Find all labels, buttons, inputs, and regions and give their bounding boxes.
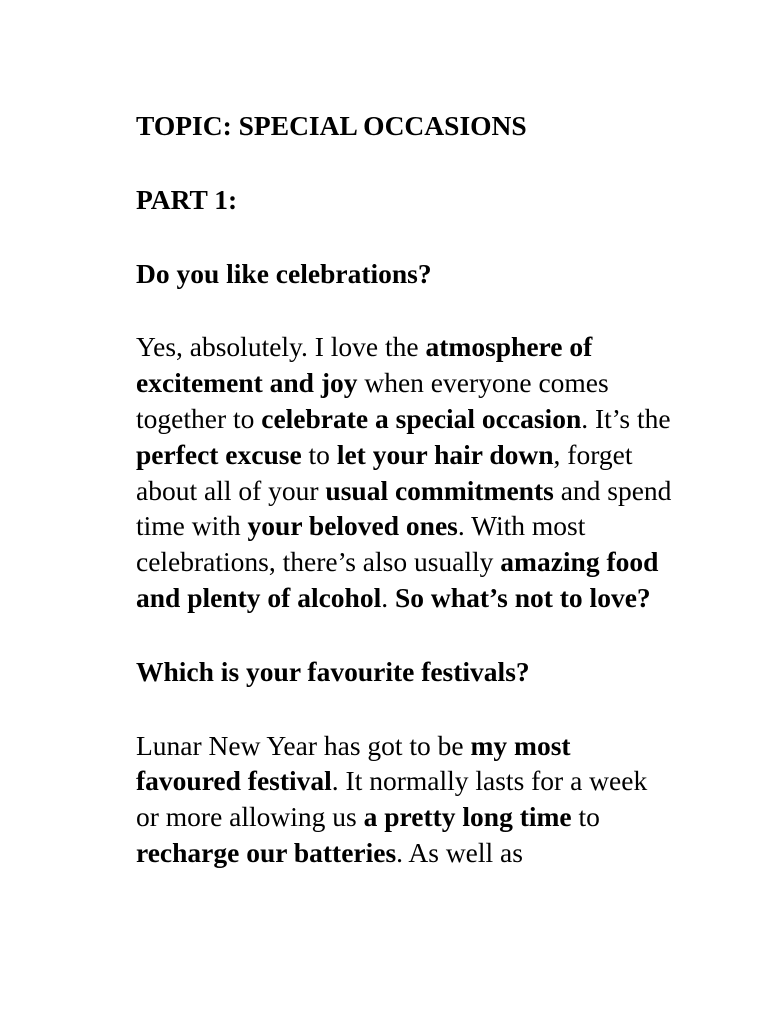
bold-phrase: amazing food and plenty of alcohol (136, 546, 659, 613)
text-run: to (571, 801, 600, 833)
answer-1 (136, 329, 676, 615)
spacer (136, 291, 676, 329)
bold-phrase: perfect excuse (136, 438, 302, 470)
spacer (136, 144, 676, 182)
bold-phrase: celebrate a special occasion (261, 402, 582, 434)
bold-phrase: let your hair down (336, 438, 554, 470)
bold-phrase: atmosphere of excitement and joy (136, 331, 593, 399)
text-run: Lunar New Year has got to be (136, 729, 471, 761)
bold-phrase: my most favoured festival (136, 729, 571, 797)
spacer (136, 616, 676, 654)
topic-heading: TOPIC: SPECIAL OCCASIONS (136, 110, 527, 141)
answer-2 (136, 728, 676, 871)
text-run: . It normally lasts for a week or more allowing us (136, 765, 648, 833)
text-run: . With most celebrations, there’s also usually (136, 510, 586, 578)
part-heading: PART 1: (136, 183, 238, 215)
bold-phrase: recharge our batteries (136, 836, 397, 868)
bold-phrase: your beloved ones (247, 510, 458, 542)
text-run: , forget about all of your (136, 438, 633, 506)
bold-phrase: a pretty long time (363, 801, 572, 833)
spacer (136, 218, 676, 256)
text-run: . It’s the (581, 402, 671, 434)
bold-phrase: usual commitments (325, 474, 554, 506)
text-run: Yes, absolutely. I love the (136, 331, 426, 363)
text-run: . As well as (396, 836, 523, 868)
bold-phrase: So what’s not to love? (395, 581, 651, 613)
spacer (136, 690, 676, 728)
text-run: . (381, 581, 395, 613)
question-2: Which is your favourite festivals? (136, 655, 530, 687)
text-run: to (301, 438, 337, 470)
question-1: Do you like celebrations? (136, 257, 432, 289)
text-run: when everyone comes together to (136, 367, 609, 434)
document-page (136, 108, 676, 871)
text-run: and spend time with (136, 474, 672, 542)
